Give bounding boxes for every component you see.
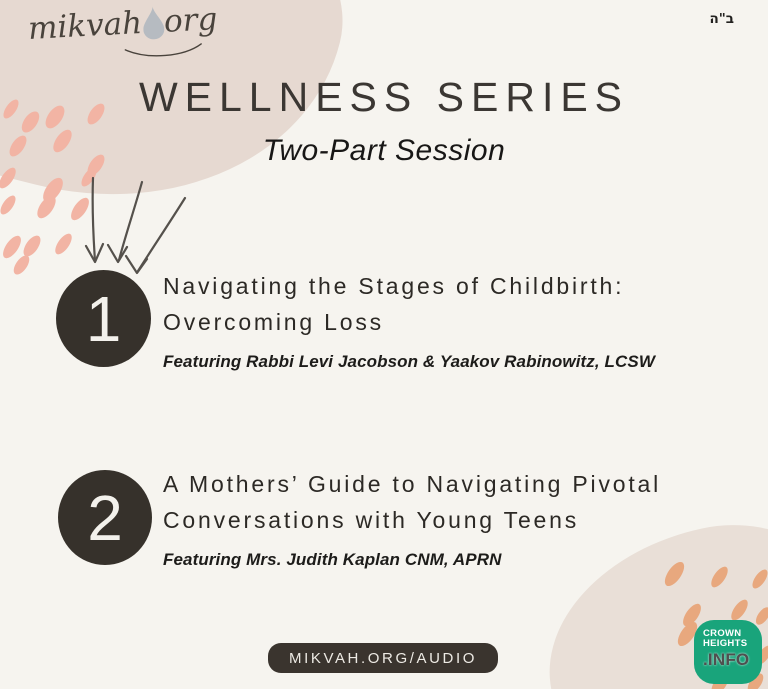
crownheights-info-badge [694, 620, 762, 684]
badge-line-heights: HEIGHTS [703, 638, 748, 649]
session-2-number-badge [58, 470, 152, 565]
session-2-title-line1: A Mothers’ Guide to Navigating Pivotal [163, 471, 662, 497]
session-1-title [163, 268, 763, 340]
decor-dash [0, 193, 18, 217]
session-2-title-line2: Conversations with Young Teens [163, 507, 580, 533]
brand-word-mikvah: mikvah [27, 5, 143, 47]
session-1-title-line2: Overcoming Loss [163, 309, 384, 335]
session-2-number: 2 [87, 481, 123, 554]
badge-line-info: .INFO [703, 650, 750, 669]
session-1-featuring: Featuring Rabbi Levi Jacobson & Yaakov Rabinowitz, LCSW [163, 352, 655, 371]
brand-word-org: org [163, 1, 219, 40]
session-2-title [163, 466, 763, 538]
session-1-number-badge [56, 270, 151, 367]
session-1-title-line1: Navigating the Stages of Childbirth: [163, 273, 625, 299]
badge-line-crown: CROWN [703, 628, 742, 639]
bh-hebrew-mark: ב"ה [709, 11, 734, 27]
page-subtitle: Two-Part Session [262, 134, 506, 167]
session-2-featuring: Featuring Mrs. Judith Kaplan CNM, APRN [163, 550, 502, 569]
page-title: WELLNESS SERIES [138, 74, 630, 120]
mikvah-audio-link[interactable]: MIKVAH.ORG/AUDIO [268, 643, 498, 673]
decor-dash [11, 253, 33, 277]
water-drop-icon [142, 6, 165, 40]
session-1-number: 1 [85, 282, 122, 355]
